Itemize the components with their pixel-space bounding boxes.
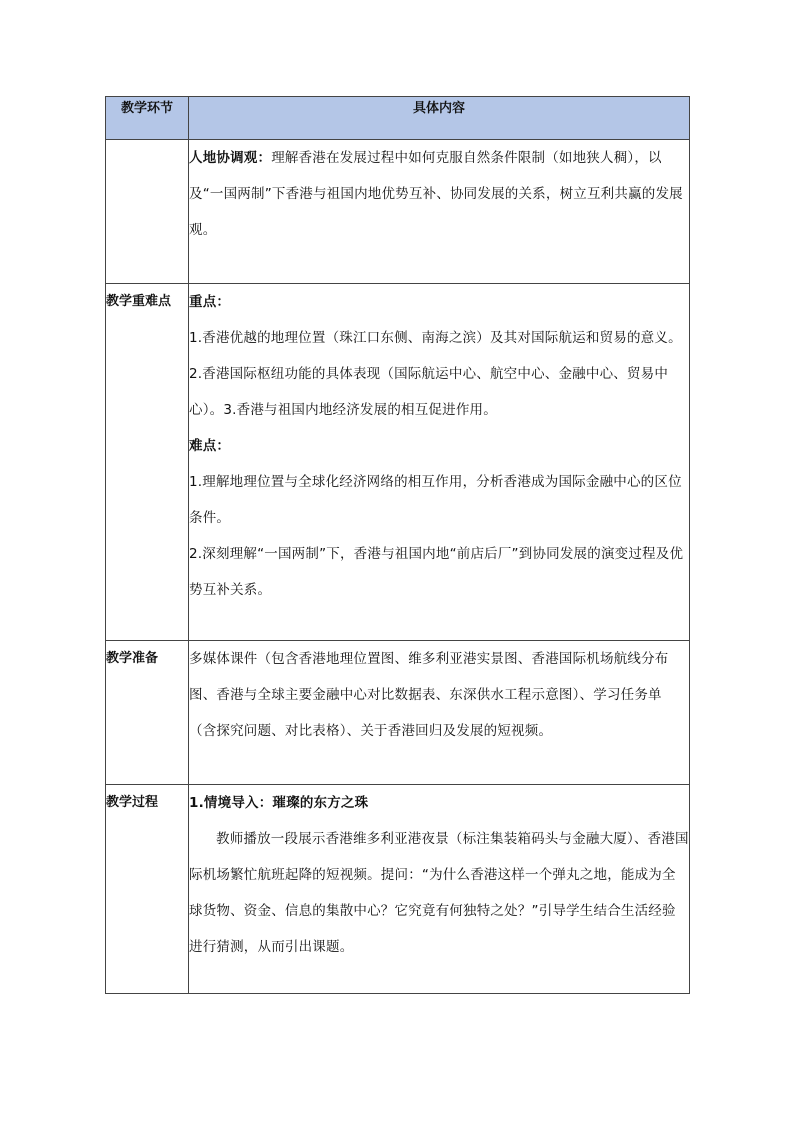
row-content-focus xyxy=(189,284,690,641)
key-point-2: 2.香港国际枢纽功能的具体表现（国际航运中心、航空中心、金融中心、贸易中心）。3.香港与祖国内地经济发展的相互促进作用。 xyxy=(189,366,669,418)
process-heading: 1.情境导入：璀璨的东方之珠 xyxy=(189,795,369,811)
row-label-process: 教学过程 xyxy=(106,785,189,994)
literacy-text: 理解香港在发展过程中如何克服自然条件限制（如地狭人稠），以及“一国两制”下香港与祖国内地优势互补、协同发展的关系，树立互利共赢的发展观。 xyxy=(189,150,683,238)
table-row xyxy=(106,284,690,641)
key-point-1: 1.香港优越的地理位置（珠江口东侧、南海之滨）及其对国际航运和贸易的意义。 xyxy=(189,330,682,346)
process-text: 教师播放一段展示香港维多利亚港夜景（标注集装箱码头与金融大厦）、香港国际机场繁忙航班起降的短视频。提问：“为什么香港这样一个弹丸之地，能成为全球货物、资金、信息的集散中心？它究竟有何独特之处？”引导学生结合生活经验进行猜测，从而引出课题。 xyxy=(189,831,689,955)
row-content-process xyxy=(189,785,690,994)
row-content-prep xyxy=(189,641,690,785)
difficult-point-1: 1.理解地理位置与全球化经济网络的相互作用，分析香港成为国际金融中心的区位条件。 xyxy=(189,474,682,526)
table-header-row xyxy=(106,97,690,140)
difficult-points-heading: 难点： xyxy=(189,438,231,454)
prep-text: 多媒体课件（包含香港地理位置图、维多利亚港实景图、香港国际机场航线分布图、香港与全球主要金融中心对比数据表、东深供水工程示意图）、学习任务单（含探究问题、对比表格）、关于香港回归及发展的短视频。 xyxy=(189,651,669,739)
difficult-point-2: 2.深刻理解“一国两制”下，香港与祖国内地“前店后厂”到协同发展的演变过程及优势互补关系。 xyxy=(189,546,684,598)
literacy-lead: 人地协调观： xyxy=(189,150,272,166)
row-label-empty xyxy=(106,140,189,284)
header-content: 具体内容 xyxy=(189,97,690,140)
table-row xyxy=(106,140,690,284)
header-stage: 教学环节 xyxy=(106,97,189,140)
row-label-prep: 教学准备 xyxy=(106,641,189,785)
table-row xyxy=(106,785,690,994)
table-row xyxy=(106,641,690,785)
key-points-heading: 重点： xyxy=(189,294,231,310)
literacy-paragraph xyxy=(189,140,689,248)
row-label-focus: 教学重难点 xyxy=(106,284,189,641)
row-content-literacy xyxy=(189,140,690,284)
lesson-plan-table xyxy=(105,96,690,994)
